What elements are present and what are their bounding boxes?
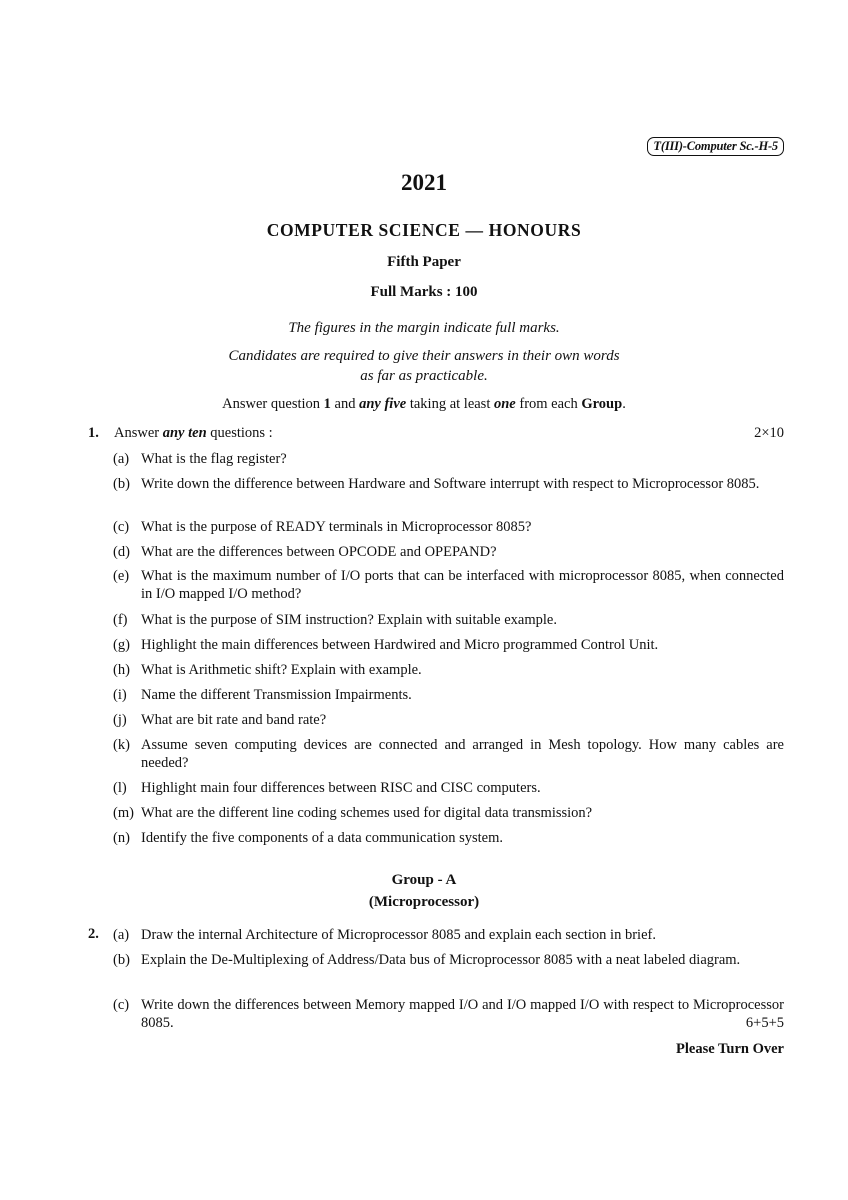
question-1-prompt [114, 425, 273, 442]
list-item [113, 804, 784, 822]
prompt-text: questions : [206, 425, 273, 441]
list-item [113, 661, 784, 679]
item-label: (a) [113, 927, 130, 943]
item-text: Identify the five components of a data communication system. [141, 830, 503, 846]
item-text: What are the different line coding schemes used for digital data transmission? [141, 805, 593, 821]
prompt-emphasis: any ten [162, 425, 207, 441]
list-item [113, 996, 784, 1032]
subject-title: COMPUTER SCIENCE — HONOURS [266, 220, 582, 240]
question-number: 2. [88, 926, 99, 942]
item-label: (b) [113, 476, 130, 492]
prompt-text: Answer [114, 425, 163, 441]
item-label: (d) [113, 544, 130, 560]
item-label: (a) [113, 451, 130, 467]
rule-question-number: 1 [323, 396, 331, 412]
list-item [113, 829, 784, 847]
list-item [113, 450, 784, 468]
rule-any-five: any five [359, 396, 407, 412]
group-a-subtitle: (Microprocessor) [368, 894, 480, 910]
item-text: What are the differences between OPCODE and OPEPAND? [141, 544, 497, 560]
item-label: (h) [113, 662, 130, 678]
list-item [113, 779, 784, 797]
item-text: Draw the internal Architecture of Microprocessor 8085 and explain each section in brief. [141, 927, 656, 943]
rule-text: Answer question [222, 396, 324, 412]
paper-code: T(III)-Computer Sc.-H-5 [647, 137, 784, 156]
item-text: What is the purpose of READY terminals in Microprocessor 8085? [141, 519, 532, 535]
item-text: What are bit rate and band rate? [141, 712, 327, 728]
list-item [113, 951, 784, 969]
rule-one: one [493, 396, 516, 412]
full-marks: Full Marks : 100 [370, 284, 478, 300]
item-label: (c) [113, 519, 130, 535]
item-label: (l) [113, 780, 127, 796]
list-item [113, 686, 784, 704]
item-label: (j) [113, 712, 127, 728]
list-item [113, 611, 784, 629]
item-label: (g) [113, 637, 130, 653]
group-a-title: Group - A [391, 872, 457, 888]
list-item [113, 926, 784, 944]
own-words-line-2: as far as practicable. [360, 368, 488, 384]
item-text: What is the purpose of SIM instruction? Explain with suitable example. [141, 612, 557, 628]
rule-text: and [330, 396, 360, 412]
question-number: 1. [88, 425, 99, 441]
item-label: (i) [113, 687, 127, 703]
list-item [113, 543, 784, 561]
item-label: (k) [113, 737, 130, 753]
answer-rule [0, 396, 848, 413]
item-label: (e) [113, 568, 130, 584]
paper-name: Fifth Paper [387, 254, 461, 270]
item-text: Write down the difference between Hardware and Software interrupt with respect to Microprocessor 8085. [141, 476, 760, 492]
question-2-marks: 6+5+5 [745, 1015, 784, 1031]
list-item [113, 518, 784, 536]
please-turn-over: Please Turn Over [676, 1041, 784, 1057]
item-label: (n) [113, 830, 130, 846]
margin-instruction: The figures in the margin indicate full marks. [288, 320, 560, 336]
rule-text: from each [515, 396, 582, 412]
item-text-body: Write down the differences between Memory mapped I/O and I/O mapped I/O with respect to Microprocessor 8085. [141, 997, 784, 1031]
item-label: (c) [113, 997, 130, 1013]
own-words-line-1: Candidates are required to give their answers in their own words [228, 348, 620, 364]
list-item [113, 736, 784, 772]
rule-group: Group [581, 396, 623, 412]
item-text: Explain the De-Multiplexing of Address/Data bus of Microprocessor 8085 with a neat labeled diagram. [141, 952, 741, 968]
list-item [113, 567, 784, 603]
rule-text: . [622, 396, 626, 412]
item-text: Assume seven computing devices are connected and arranged in Mesh topology. How many cables are needed? [141, 737, 784, 771]
item-text: What is the flag register? [141, 451, 287, 467]
list-item [113, 636, 784, 654]
item-label: (m) [113, 805, 134, 821]
item-text [141, 996, 784, 1032]
item-label: (b) [113, 952, 130, 968]
item-text: Highlight main four differences between RISC and CISC computers. [141, 780, 541, 796]
question-1-marks: 2×10 [754, 425, 784, 441]
list-item [113, 475, 784, 493]
own-words-instruction [0, 346, 848, 386]
item-text: Name the different Transmission Impairments. [141, 687, 412, 703]
rule-text: taking at least [406, 396, 494, 412]
item-text: Highlight the main differences between Hardwired and Micro programmed Control Unit. [141, 637, 659, 653]
item-text: What is the maximum number of I/O ports that can be interfaced with microprocessor 8085, when connected in I/O mapped I/O method? [141, 568, 784, 602]
list-item [113, 711, 784, 729]
item-label: (f) [113, 612, 128, 628]
exam-year: 2021 [401, 170, 447, 195]
item-text: What is Arithmetic shift? Explain with example. [141, 662, 422, 678]
